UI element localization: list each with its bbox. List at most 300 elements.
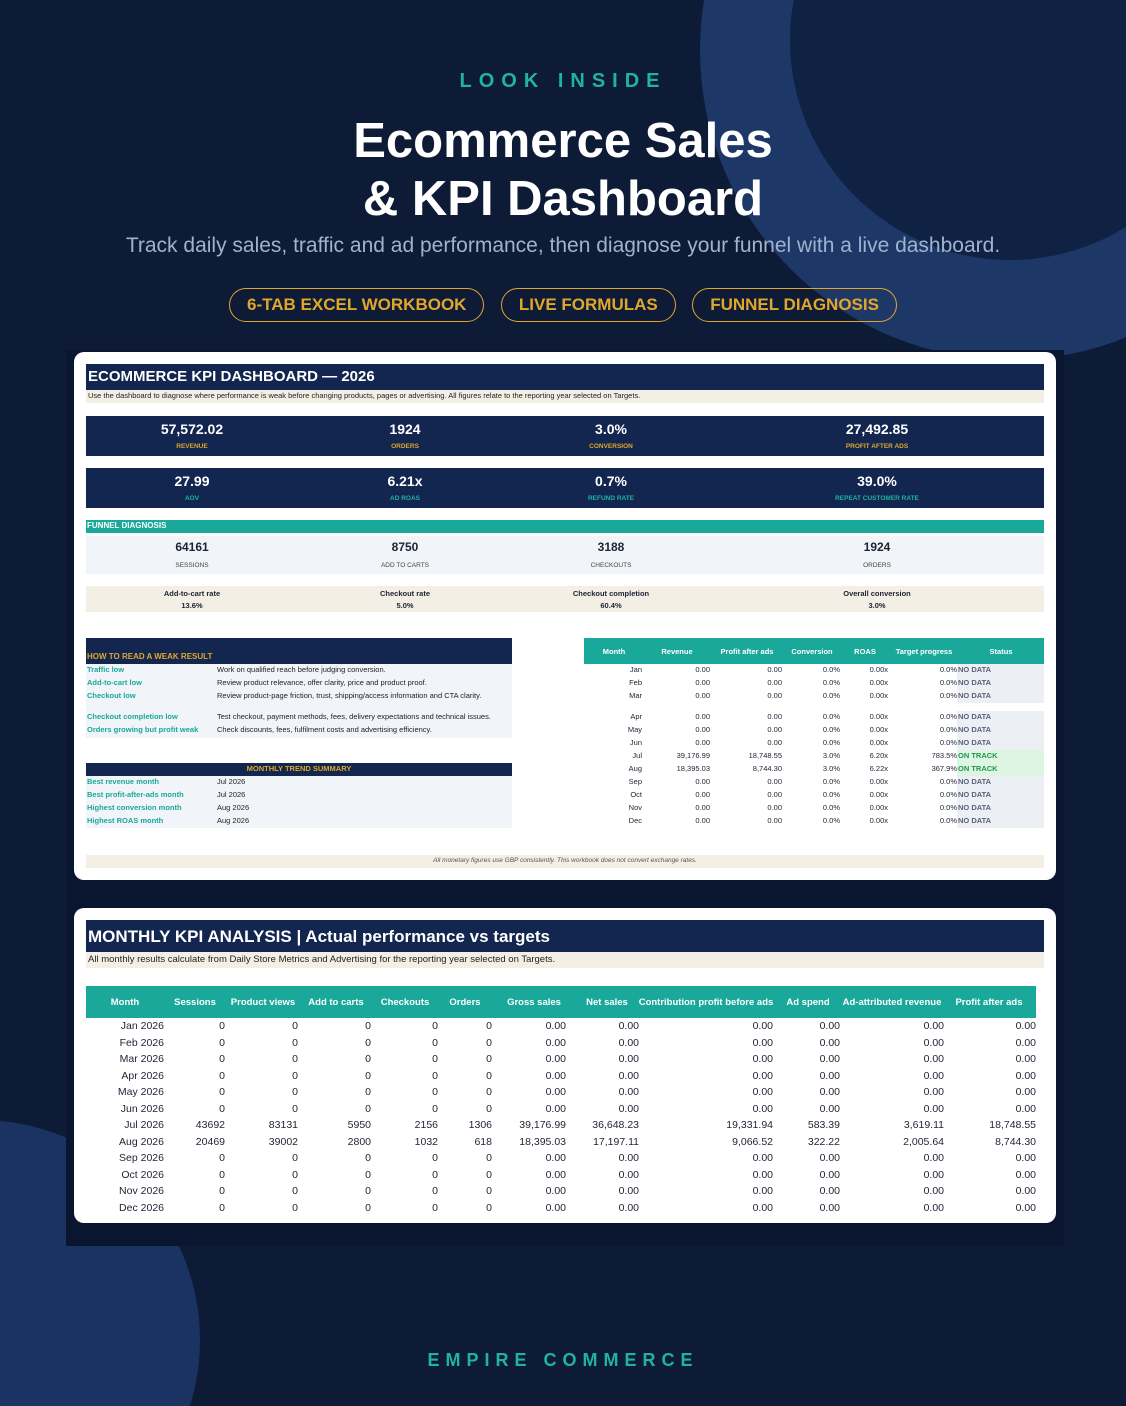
column-header: Ad-attributed revenue (842, 996, 942, 1008)
trend-value: Jul 2026 (217, 790, 246, 799)
table-row (86, 1101, 1036, 1118)
table-cell: 36,648.23 (592, 1119, 639, 1131)
month-cell: Mar (629, 691, 642, 700)
kpi-label: CONVERSION (589, 443, 633, 450)
kpi-value: 0.7% (595, 473, 627, 489)
table-cell: 0 (292, 1201, 298, 1214)
month-cell: Sep 2026 (119, 1152, 164, 1164)
status-badge: NO DATA (957, 802, 1044, 815)
roas-cell: 0.00x (869, 725, 888, 734)
funnel-label: CHECKOUTS (590, 562, 632, 569)
column-header: Profit after ads (720, 647, 774, 656)
month-cell: Jan 2026 (120, 1020, 164, 1032)
roas-cell: 0.00x (869, 691, 888, 700)
month-row (584, 789, 1044, 802)
table-cell: 0.00 (545, 1086, 566, 1098)
trend-key: Best revenue month (87, 777, 160, 786)
table-cell: 0.00 (752, 1102, 773, 1115)
table-cell: 0 (292, 1152, 298, 1164)
month-row (584, 776, 1044, 789)
table-cell: 0.00 (1015, 1201, 1036, 1214)
brand-name: EMPIRE COMMERCE (427, 1350, 699, 1370)
funnel-label: ORDERS (863, 562, 891, 569)
table-row (86, 1183, 1036, 1200)
dashboard-subtitle: Use the dashboard to diagnose where performance is weak before changing products, pages or advertising. All figures relate to the reporting year selected on Targets. (86, 390, 1044, 403)
roas-cell: 0.00x (869, 712, 888, 721)
funnel-label: ADD TO CARTS (380, 562, 430, 569)
table-cell: 0.00 (923, 1152, 944, 1164)
table-row (86, 1035, 1036, 1052)
table-cell: 0 (292, 1020, 298, 1032)
trend-summary-list (86, 776, 512, 828)
table-cell: 0.00 (545, 1152, 566, 1164)
rate-label: Overall conversion (843, 589, 911, 598)
revenue-cell: 0.00 (695, 665, 710, 674)
feature-pill: FUNNEL DIAGNOSIS (692, 288, 897, 322)
table-cell: 0.00 (819, 1086, 840, 1098)
kpi-label: REVENUE (176, 443, 208, 450)
currency-footnote: All monetary figures use GBP consistently. This workbook does not convert exchange rates. (86, 855, 1044, 868)
status-badge: ON TRACK (957, 750, 1044, 763)
monthly-table-header (584, 638, 1044, 664)
table-cell: 0 (486, 1020, 492, 1032)
conversion-cell: 0.0% (822, 738, 840, 747)
profit-cell: 0.00 (767, 738, 782, 747)
table-cell: 0.00 (752, 1036, 773, 1049)
table-cell: 0 (486, 1036, 492, 1049)
howto-key: Orders growing but profit weak (87, 725, 199, 734)
month-cell: Jul 2026 (124, 1119, 164, 1131)
table-cell: 0 (365, 1053, 371, 1065)
table-cell: 0 (432, 1185, 438, 1197)
target-progress-cell: 0.0% (939, 725, 957, 734)
target-progress-cell: 0.0% (939, 803, 957, 812)
trend-value: Aug 2026 (217, 803, 250, 812)
revenue-cell: 39,176.99 (676, 751, 710, 760)
table-cell: 0.00 (752, 1086, 773, 1098)
table-cell: 0 (365, 1086, 371, 1098)
kpi-value: 27,492.85 (845, 421, 909, 437)
conversion-cell: 0.0% (822, 803, 840, 812)
table-cell: 0 (486, 1152, 492, 1164)
table-cell: 0.00 (819, 1201, 840, 1214)
kpi-card (298, 416, 512, 456)
table-cell: 0.00 (545, 1185, 566, 1197)
column-header: Product views (230, 996, 296, 1008)
table-cell: 0.00 (923, 1036, 944, 1049)
table-row (86, 1018, 1036, 1035)
column-header: Month (602, 647, 626, 656)
table-cell: 0.00 (923, 1168, 944, 1181)
trend-value: Aug 2026 (217, 816, 250, 825)
table-row (86, 1051, 1036, 1068)
table-row (86, 1134, 1036, 1151)
profit-cell: 0.00 (767, 777, 782, 786)
howto-desc: Test checkout, payment methods, fees, delivery expectations and technical issues. (217, 712, 491, 721)
kpi-value: 3.0% (595, 421, 627, 437)
trend-row (86, 789, 512, 802)
funnel-rates (86, 586, 1044, 612)
table-row (86, 1150, 1036, 1167)
month-row (584, 815, 1044, 828)
profit-cell: 18,748.55 (748, 751, 782, 760)
howto-row (86, 724, 512, 737)
trend-key: Highest ROAS month (87, 816, 164, 825)
status-badge: ON TRACK (957, 763, 1044, 776)
table-cell: 0.00 (545, 1201, 566, 1214)
month-row (584, 750, 1044, 763)
analysis-table-body (86, 1018, 1036, 1218)
table-cell: 19,331.94 (726, 1119, 773, 1131)
rate-value: 5.0% (396, 601, 414, 610)
table-cell: 0 (486, 1102, 492, 1115)
table-cell: 0 (219, 1152, 225, 1164)
month-cell: May (627, 725, 642, 734)
hero-subtitle: Track daily sales, traffic and ad performance, then diagnose your funnel with a live dashboard. (125, 234, 1001, 257)
conversion-cell: 0.0% (822, 691, 840, 700)
howto-key: Add-to-cart low (87, 678, 142, 687)
feature-pill: LIVE FORMULAS (501, 288, 676, 322)
revenue-cell: 0.00 (695, 712, 710, 721)
table-cell: 0 (219, 1020, 225, 1032)
rate-cell (710, 589, 1044, 610)
feature-pills (0, 288, 1126, 322)
target-progress-cell: 0.0% (939, 777, 957, 786)
table-cell: 0 (432, 1036, 438, 1049)
revenue-cell: 0.00 (695, 777, 710, 786)
rate-cell (298, 589, 512, 610)
kpi-label: PROFIT AFTER ADS (845, 443, 909, 450)
month-cell: Apr (630, 712, 642, 721)
trend-row (86, 815, 512, 828)
monthly-table-body (584, 664, 1044, 828)
month-row (584, 737, 1044, 750)
table-cell: 0.00 (618, 1020, 639, 1032)
target-progress-cell: 0.0% (939, 678, 957, 687)
table-cell: 0 (219, 1036, 225, 1049)
table-cell: 0.00 (1015, 1036, 1036, 1049)
table-cell: 0 (292, 1168, 298, 1181)
dashboard-title: ECOMMERCE KPI DASHBOARD — 2026 (86, 364, 1044, 390)
rate-label: Checkout rate (379, 589, 430, 598)
hero-title-line2: & KPI Dashboard (362, 172, 764, 226)
month-row (584, 724, 1044, 737)
column-header: Contribution profit before ads (638, 996, 774, 1008)
trend-key: Highest conversion month (87, 803, 182, 812)
funnel-value: 1924 (863, 540, 891, 554)
table-cell: 0.00 (752, 1020, 773, 1032)
table-cell: 0.00 (923, 1102, 944, 1115)
table-cell: 0 (219, 1168, 225, 1181)
kpi-card (298, 468, 512, 508)
trend-row (86, 776, 512, 789)
table-cell: 0.00 (819, 1168, 840, 1181)
kpi-label: ORDERS (391, 443, 419, 450)
kpi-card (512, 416, 710, 456)
table-row (86, 1117, 1036, 1134)
revenue-cell: 0.00 (695, 816, 710, 825)
table-row (86, 1084, 1036, 1101)
table-cell: 0.00 (545, 1020, 566, 1032)
dashboard-sheet-preview (74, 352, 1056, 880)
month-cell: Jul (632, 751, 642, 760)
howto-row (86, 677, 512, 690)
howto-key: Checkout completion low (87, 712, 178, 721)
howto-list (86, 664, 512, 738)
profit-cell: 0.00 (767, 665, 782, 674)
roas-cell: 0.00x (869, 738, 888, 747)
month-cell: Aug 2026 (119, 1135, 164, 1148)
table-cell: 0.00 (752, 1201, 773, 1214)
howto-header: HOW TO READ A WEAK RESULT (86, 638, 512, 664)
table-cell: 0.00 (618, 1168, 639, 1181)
table-cell: 0.00 (1015, 1053, 1036, 1065)
table-cell: 0 (292, 1036, 298, 1049)
table-cell: 17,197.11 (593, 1135, 639, 1148)
conversion-cell: 0.0% (822, 725, 840, 734)
table-cell: 0 (292, 1086, 298, 1098)
funnel-stage (86, 536, 298, 569)
table-cell: 322.22 (807, 1135, 840, 1148)
table-cell: 0.00 (1015, 1152, 1036, 1164)
table-cell: 0 (432, 1053, 438, 1065)
month-cell: Feb (629, 678, 642, 687)
hero-title (0, 112, 1126, 228)
target-progress-cell: 0.0% (939, 738, 957, 747)
table-cell: 0 (365, 1036, 371, 1049)
kpi-value: 1924 (389, 421, 421, 437)
table-cell: 1032 (414, 1135, 438, 1148)
table-cell: 0 (486, 1185, 492, 1197)
target-progress-cell: 0.0% (939, 816, 957, 825)
status-badge: NO DATA (957, 789, 1044, 802)
status-badge: NO DATA (957, 664, 1044, 677)
table-cell: 0.00 (752, 1069, 773, 1082)
table-cell: 0 (432, 1102, 438, 1115)
revenue-cell: 0.00 (695, 738, 710, 747)
column-header: Net sales (586, 996, 628, 1008)
kpi-label: AOV (184, 495, 200, 502)
month-cell: Jun 2026 (120, 1102, 164, 1115)
kpi-card (86, 468, 298, 508)
roas-cell: 0.00x (869, 816, 888, 825)
roas-cell: 0.00x (869, 665, 888, 674)
funnel-stage (512, 536, 710, 569)
month-cell: Oct 2026 (121, 1168, 164, 1181)
month-row (584, 677, 1044, 690)
table-cell: 18,395.03 (519, 1135, 566, 1148)
howto-desc: Work on qualified reach before judging conversion. (217, 665, 386, 674)
kpi-label: AD ROAS (390, 495, 420, 502)
eyebrow-label: LOOK INSIDE (459, 70, 667, 92)
table-cell: 0 (292, 1185, 298, 1197)
roas-cell: 0.00x (869, 790, 888, 799)
revenue-cell: 0.00 (695, 725, 710, 734)
table-row (86, 1068, 1036, 1085)
funnel-stage (710, 536, 1044, 569)
table-cell: 0 (432, 1020, 438, 1032)
funnel-diagnosis-header: FUNNEL DIAGNOSIS (86, 520, 1044, 533)
kpi-row-primary (86, 416, 1044, 456)
status-badge: NO DATA (957, 815, 1044, 828)
table-cell: 0 (486, 1053, 492, 1065)
table-cell: 0 (365, 1185, 371, 1197)
revenue-cell: 0.00 (695, 803, 710, 812)
roas-cell: 0.00x (869, 777, 888, 786)
table-cell: 0 (219, 1053, 225, 1065)
table-row (86, 1167, 1036, 1184)
analysis-subtitle: All monthly results calculate from Daily Store Metrics and Advertising for the reporting year selected on Targets. (86, 952, 1044, 968)
table-cell: 0.00 (545, 1053, 566, 1065)
status-badge: NO DATA (957, 776, 1044, 789)
conversion-cell: 0.0% (822, 678, 840, 687)
funnel-stage (298, 536, 512, 569)
table-cell: 0.00 (819, 1069, 840, 1082)
table-row (86, 1200, 1036, 1217)
table-cell: 0 (292, 1102, 298, 1115)
rate-value: 13.6% (181, 601, 203, 610)
hero-title-line1: Ecommerce Sales (353, 114, 773, 168)
month-row (584, 690, 1044, 703)
kpi-value: 6.21x (387, 473, 423, 489)
target-progress-cell: 0.0% (939, 790, 957, 799)
funnel-label: SESSIONS (175, 562, 209, 569)
kpi-card (512, 468, 710, 508)
column-header: Conversion (791, 647, 833, 656)
table-cell: 0.00 (923, 1185, 944, 1197)
rate-label: Checkout completion (572, 589, 650, 598)
table-cell: 0 (219, 1102, 225, 1115)
month-row (584, 763, 1044, 776)
roas-cell: 6.20x (869, 751, 888, 760)
conversion-cell: 0.0% (822, 712, 840, 721)
table-cell: 43692 (195, 1119, 225, 1131)
funnel-value: 8750 (391, 540, 419, 554)
trend-summary-header: MONTHLY TREND SUMMARY (86, 763, 512, 776)
kpi-card (710, 468, 1044, 508)
table-cell: 0.00 (1015, 1069, 1036, 1082)
profit-cell: 0.00 (767, 803, 782, 812)
rate-cell (86, 589, 298, 610)
roas-cell: 0.00x (869, 803, 888, 812)
rate-value: 3.0% (868, 601, 886, 610)
table-cell: 0 (486, 1201, 492, 1214)
rate-cell (512, 589, 710, 610)
column-header: Target progress (895, 647, 953, 656)
howto-desc: Review product-page friction, trust, shipping/access information and CTA clarity. (217, 691, 482, 700)
kpi-card (710, 416, 1044, 456)
table-cell: 0 (432, 1201, 438, 1214)
column-header: ROAS (854, 647, 876, 656)
kpi-card (86, 416, 298, 456)
target-progress-cell: 0.0% (939, 712, 957, 721)
table-cell: 2800 (347, 1135, 371, 1148)
table-cell: 2156 (414, 1119, 438, 1131)
status-badge: NO DATA (957, 677, 1044, 690)
target-progress-cell: 783.5% (931, 751, 957, 760)
table-cell: 0.00 (618, 1036, 639, 1049)
table-cell: 0 (486, 1069, 492, 1082)
month-row (584, 711, 1044, 724)
table-cell: 0 (486, 1086, 492, 1098)
month-row (584, 664, 1044, 677)
table-cell: 83131 (268, 1119, 298, 1131)
funnel-value: 3188 (597, 540, 625, 554)
revenue-cell: 0.00 (695, 790, 710, 799)
profit-cell: 0.00 (767, 816, 782, 825)
roas-cell: 6.22x (869, 764, 888, 773)
column-header: Gross sales (507, 996, 561, 1008)
table-cell: 0.00 (752, 1185, 773, 1197)
column-header: Checkouts (380, 996, 430, 1008)
table-cell: 0.00 (1015, 1185, 1036, 1197)
table-cell: 2,005.64 (903, 1135, 944, 1148)
profit-cell: 0.00 (767, 712, 782, 721)
table-cell: 0 (219, 1201, 225, 1214)
table-cell: 18,748.55 (989, 1119, 1036, 1131)
table-cell: 8,744.30 (995, 1135, 1036, 1148)
month-cell: Apr 2026 (121, 1069, 164, 1082)
conversion-cell: 3.0% (822, 751, 840, 760)
table-cell: 0.00 (1015, 1086, 1036, 1098)
table-cell: 0.00 (819, 1185, 840, 1197)
month-cell: Dec (628, 816, 642, 825)
table-cell: 0 (365, 1102, 371, 1115)
target-progress-cell: 367.9% (931, 764, 957, 773)
target-progress-cell: 0.0% (939, 665, 957, 674)
table-cell: 0 (432, 1168, 438, 1181)
table-cell: 0.00 (618, 1102, 639, 1115)
table-cell: 0 (365, 1201, 371, 1214)
kpi-value: 57,572.02 (160, 421, 224, 437)
month-cell: Jun (629, 738, 642, 747)
profit-cell: 0.00 (767, 678, 782, 687)
table-cell: 0 (365, 1152, 371, 1164)
howto-row (86, 690, 512, 703)
table-cell: 0.00 (618, 1201, 639, 1214)
table-cell: 0 (432, 1152, 438, 1164)
table-cell: 618 (474, 1135, 492, 1148)
table-cell: 0.00 (618, 1152, 639, 1164)
table-cell: 0 (365, 1020, 371, 1032)
month-cell: Jan (629, 665, 642, 674)
profit-cell: 0.00 (767, 725, 782, 734)
column-header: Month (110, 996, 140, 1008)
table-cell: 583.39 (807, 1119, 840, 1131)
howto-row (86, 664, 512, 677)
table-cell: 39002 (268, 1135, 298, 1148)
table-cell: 0 (292, 1053, 298, 1065)
table-cell: 0.00 (923, 1053, 944, 1065)
column-header: Ad spend (786, 996, 830, 1008)
howto-key: Traffic low (87, 665, 125, 674)
revenue-cell: 0.00 (695, 678, 710, 687)
kpi-value: 39.0% (857, 473, 897, 489)
trend-key: Best profit-after-ads month (87, 790, 184, 799)
table-cell: 0.00 (819, 1036, 840, 1049)
table-cell: 0.00 (545, 1168, 566, 1181)
month-cell: Nov 2026 (119, 1185, 164, 1197)
analysis-title: MONTHLY KPI ANALYSIS | Actual performance vs targets (86, 920, 1044, 952)
trend-value: Jul 2026 (217, 777, 246, 786)
conversion-cell: 0.0% (822, 816, 840, 825)
month-cell: Dec 2026 (119, 1201, 164, 1214)
table-cell: 0.00 (819, 1053, 840, 1065)
conversion-cell: 0.0% (822, 665, 840, 674)
column-header: Revenue (661, 647, 693, 656)
roas-cell: 0.00x (869, 678, 888, 687)
table-cell: 0 (365, 1168, 371, 1181)
